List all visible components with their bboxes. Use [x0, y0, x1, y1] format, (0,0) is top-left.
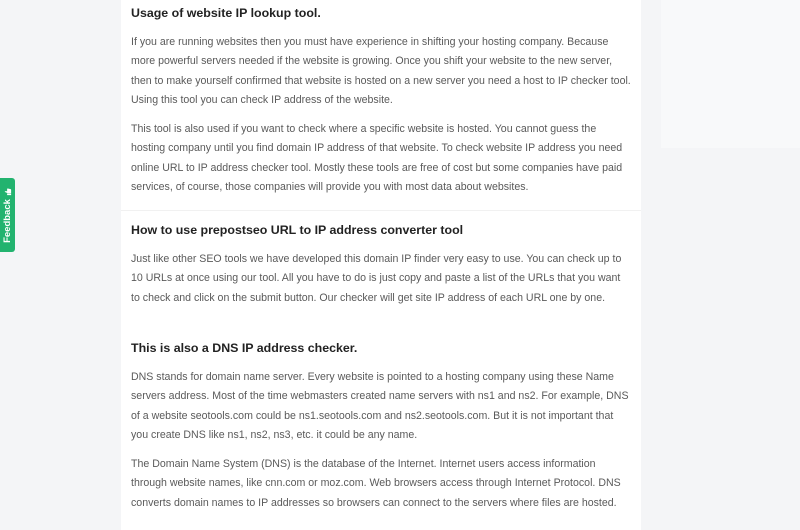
feedback-label: Feedback: [2, 198, 14, 243]
section-heading-how-to-use: How to use prepostseo URL to IP address converter tool: [131, 223, 464, 237]
article-paragraph: The Domain Name System (DNS) is the database of the Internet. Internet users access information through website names, like cnn.com or moz.com. Web browsers access through Internet Protocol. DNS converts domain names to IP addresses so browsers can connect to the servers where files are hosted.: [131, 458, 621, 509]
article-card: [121, 0, 641, 530]
sidebar-panel: [661, 0, 800, 148]
feedback-tab[interactable]: [0, 178, 15, 252]
thumbs-up-icon: [4, 188, 12, 196]
section-heading-dns: This is also a DNS IP address checker.: [131, 341, 358, 355]
article-paragraph: This tool is also used if you want to check where a specific website is hosted. You cannot guess the hosting company until you find domain IP address of that website. To check website IP address you need online URL to IP address checker tool. Mostly these tools are free of cost but some companies have paid services, of course, those companies will provide you with most data about websites.: [131, 123, 623, 194]
feedback-tab-content: [2, 188, 13, 243]
article-paragraph: If you are running websites then you must have experience in shifting your hosting company. Because more powerful servers needed if the website is growing. Once you shift your website to the new server, then to make yourself confirmed that website is hosted on a new server you need a host to IP checker tool. Using this tool you can check IP address of the website.: [131, 36, 631, 107]
article-paragraph: Just like other SEO tools we have developed this domain IP finder very easy to use. You can check up to 10 URLs at once using our tool. All you have to do is just copy and paste a list of the URLs that you want to check and click on the submit button. Our checker will get site IP address of each URL one by one.: [131, 253, 622, 304]
article-paragraph: DNS stands for domain name server. Every website is pointed to a hosting company using these Name servers address. Most of the time webmasters created name servers with ns1 and ns2. For example, DNS of a website seotools.com could be ns1.seotools.com and ns2.seotools.com. But it is not important that you create DNS like ns1, ns2, ns3, etc. it could be any name.: [131, 371, 629, 442]
section-divider: [121, 210, 641, 211]
section-heading-usage: Usage of website IP lookup tool.: [131, 6, 321, 20]
